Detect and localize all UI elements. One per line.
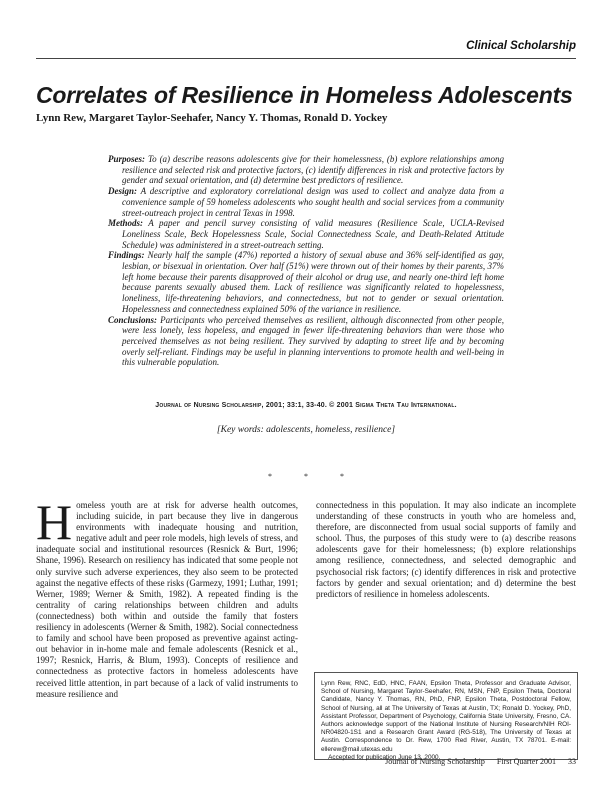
findings-label: Findings: — [108, 250, 145, 261]
purposes-label: Purposes: — [108, 154, 146, 164]
body-paragraph-left: omeless youth are at risk for adverse health outcomes, including suicide, in part because they live in dangerous environments with inadequate housing and nutrition, negative adult and peer role models, high levels of stress, and inadequate social and institutional resources (Resnick & Burt, 1996; Shane, 1996). Research on resiliency has indicated that some people not only survive such adverse experiences, they also seem to be protected against the negative effects of these risks (Garmezy, 1991; Luthar, 1991; Werner, 1989; Werner & Smith, 1982). A repeated finding is the centrality of caring relationships between children and adults (connectedness) both within and outside the family that fosters resiliency in adolescents (Werner & Smith, 1982). Social connectedness to family and school have been proposed as preventive against acting-out behavior in in-home male and female adolescents (Resnick et al., 1997; Resnick, Harris, & Blum, 1993). Concepts of resilience and connectedness as protective factors in homeless adolescents have received little attention, in part because of a lack of valid instruments to measure resilience and — [36, 500, 298, 699]
abstract — [108, 154, 504, 368]
page-number: 33 — [568, 757, 576, 766]
methods-label: Methods: — [108, 218, 144, 229]
section-separator: * * * — [268, 472, 344, 481]
article-title: Correlates of Resilience in Homeless Adolescents — [36, 82, 573, 108]
abstract-findings — [108, 250, 504, 314]
conclusions-label: Conclusions: — [108, 314, 158, 325]
body-paragraph-right: connectedness in this population. It may also indicate an incomplete understanding of these constructs in youth who are homeless and, therefore, are disconnected from usual social supports of family and school. Thus, the purposes of this study were to (a) describe reasons adolescents gave for their homelessness; (b) explore relationships among resilience, connectedness, and selected demographic and psychosocial risk factors; (c) identify differences in risk and protective factors by gender and sexual orientation; and d) determine the best predictors of resilience in homeless adolescents. — [316, 500, 576, 599]
methods-text: A paper and pencil survey consisting of valid measures (Resilience Scale, UCLA-Revised Loneliness Scale, Beck Hopelessness Scale, Social Connectedness Scale, and Death-Related Attitude Schedule) was administered in a street-outreach setting. — [122, 218, 504, 250]
accepted-date: Accepted for publication June 13, 2000. — [328, 753, 441, 761]
abstract-conclusions — [108, 315, 504, 369]
article-authors: Lynn Rew, Margaret Taylor-Seehafer, Nancy Y. Thomas, Ronald D. Yockey — [36, 112, 388, 124]
header-rule — [36, 58, 576, 59]
keywords: [Key words: adolescents, homeless, resilience] — [216, 425, 396, 435]
abstract-methods — [108, 218, 504, 250]
design-label: Design: — [108, 186, 137, 197]
author-affiliation-box — [314, 672, 578, 760]
body-column-right — [316, 500, 576, 600]
conclusions-text: Participants who perceived themselves as resilient, although disconnected from other people, were less lonely, less hopeless, and engaged in fewer life-threatening behaviors than were those who perceived themselves as not being resilient. They survived by adapting to street life and by becoming overly self-reliant. Findings may be useful in planning interventions to promote health and well-being in this vulnerable population. — [122, 314, 505, 368]
footer-journal: Journal of Nursing Scholarship — [385, 757, 485, 766]
findings-text: Nearly half the sample (47%) reported a history of sexual abuse and 36% self-identified as gay, lesbian, or bisexual in orientation. Over half (51%) were thrown out of their homes by their parents, 37% left home because their parents disapproved of their alcohol or drug use, and nearly one-third left home because parents sexually abused them. Lack of resilience was significantly related to hopelessness, loneliness, life-threatening behaviors, and connectedness, but not to gender or sexual orientation. Hopelessness and connectedness explained 50% of the variance in resilience. — [122, 250, 504, 314]
design-text: A descriptive and exploratory correlational design was used to collect and analyze data from a convenience sample of 59 homeless adolescents who sought health and social services from a community street-outreach project in central Texas in 1998. — [122, 186, 504, 218]
journal-citation: Journal of Nursing Scholarship, 2001; 33:1, 33-40. © 2001 Sigma Theta Tau International. — [155, 402, 457, 409]
footer-issue: First Quarter 2001 — [496, 757, 556, 766]
affiliation-body: Lynn Rew, RNC, EdD, HNC, FAAN, Epsilon Theta, Professor and Graduate Advisor, School of Nursing, Margaret Taylor-Seehafer, RN, MSN, FNP, Epsilon Theta, Doctoral Candidate, Nancy Y. Thomas, RN, PhD, FNP, Epsilon Theta, Postdoctoral Fellow, School of Nursing, all at The University of Texas at Austin, TX; Ronald D. Yockey, PhD, Assistant Professor, Department of Psychology, California State University, Fresno, CA. Authors acknowledge support of the National Institute of Nursing Research/NIH ROI-NR04820-1S1 and a Research Grant Award (RG-518), The University of Texas at Austin. Correspondence to Dr. Rew, 1700 Red River, Austin, TX 78701. E-mail: ellerew@mail.utexas.edu — [321, 680, 571, 753]
abstract-purposes — [108, 154, 504, 186]
purposes-text: To (a) describe reasons adolescents give for their homelessness, (b) explore relationships among resilience and selected risk and protective factors, (c) identify differences in risk and protective factors by gender and sexual orientation, and (d) determine best predictors of resilience. — [122, 154, 505, 186]
page-footer — [375, 757, 576, 766]
section-label: Clinical Scholarship — [466, 40, 576, 52]
affiliation-text — [321, 680, 571, 762]
drop-cap: H — [36, 494, 73, 550]
abstract-design — [108, 186, 504, 218]
body-column-left — [36, 494, 298, 700]
